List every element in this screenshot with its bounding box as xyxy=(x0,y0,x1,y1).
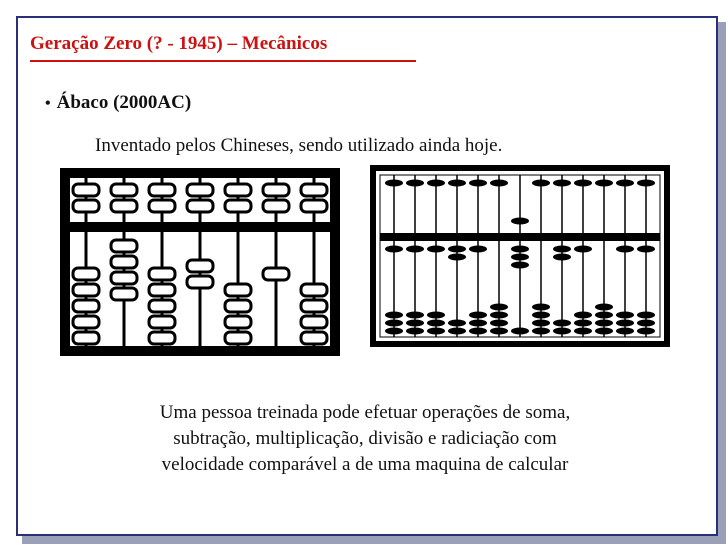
bead xyxy=(553,328,571,335)
bead xyxy=(469,312,487,319)
bead xyxy=(263,200,289,212)
bead xyxy=(73,300,99,312)
bead xyxy=(595,312,613,319)
bead xyxy=(225,300,251,312)
bead xyxy=(263,184,289,196)
bead xyxy=(511,254,529,261)
bead xyxy=(385,328,403,335)
bead xyxy=(448,254,466,261)
bead xyxy=(616,328,634,335)
bead xyxy=(637,246,655,253)
bead xyxy=(637,180,655,187)
bead xyxy=(427,328,445,335)
bead xyxy=(73,284,99,296)
bead xyxy=(73,268,99,280)
bead xyxy=(187,276,213,288)
bead xyxy=(532,320,550,327)
bead xyxy=(149,200,175,212)
bead xyxy=(225,332,251,344)
bullet-item xyxy=(45,92,191,114)
bead xyxy=(616,180,634,187)
bead xyxy=(616,246,634,253)
bead xyxy=(187,200,213,212)
paragraph-line: subtração, multiplicação, divisão e radiciação com xyxy=(173,428,557,449)
bead xyxy=(406,320,424,327)
abacus-line-drawing-image xyxy=(370,165,670,347)
bead xyxy=(616,320,634,327)
bead xyxy=(490,312,508,319)
bead xyxy=(532,304,550,311)
bead xyxy=(385,312,403,319)
bead xyxy=(574,320,592,327)
bead xyxy=(448,246,466,253)
bead xyxy=(511,262,529,269)
bead xyxy=(111,200,137,212)
bead xyxy=(301,184,327,196)
bead xyxy=(469,180,487,187)
bead xyxy=(225,184,251,196)
bead xyxy=(574,246,592,253)
bead xyxy=(595,328,613,335)
bead xyxy=(637,312,655,319)
bead xyxy=(149,268,175,280)
bead xyxy=(553,246,571,253)
bullet-icon: • xyxy=(45,95,51,112)
bead xyxy=(385,320,403,327)
bead xyxy=(187,184,213,196)
bead xyxy=(406,246,424,253)
bead xyxy=(490,304,508,311)
bead xyxy=(469,246,487,253)
chinese-abacus-image xyxy=(60,168,340,356)
bead xyxy=(490,180,508,187)
bead xyxy=(616,312,634,319)
bead xyxy=(149,332,175,344)
bead xyxy=(73,184,99,196)
description-paragraph xyxy=(60,400,670,478)
bead xyxy=(595,320,613,327)
bead xyxy=(111,272,137,284)
bead xyxy=(406,328,424,335)
bead xyxy=(73,200,99,212)
paragraph-line: Uma pessoa treinada pode efetuar operações de soma, xyxy=(159,402,571,423)
bead xyxy=(574,328,592,335)
slide-title: Geração Zero (? - 1945) – Mecânicos xyxy=(30,33,328,54)
bead xyxy=(111,256,137,268)
bead xyxy=(149,284,175,296)
bead xyxy=(532,328,550,335)
paragraph-line: velocidade comparável a de uma maquina de calcular xyxy=(161,454,569,475)
bead xyxy=(111,288,137,300)
bead xyxy=(301,316,327,328)
bead xyxy=(406,180,424,187)
bead xyxy=(595,304,613,311)
bead xyxy=(448,320,466,327)
bead xyxy=(553,320,571,327)
bead xyxy=(574,180,592,187)
bead xyxy=(637,320,655,327)
bead xyxy=(73,332,99,344)
bead xyxy=(511,246,529,253)
bead xyxy=(490,320,508,327)
bead xyxy=(448,328,466,335)
bead xyxy=(225,200,251,212)
bead xyxy=(637,328,655,335)
bullet-description: Inventado pelos Chineses, sendo utilizado ainda hoje. xyxy=(95,135,503,156)
bead xyxy=(595,180,613,187)
title-underline xyxy=(30,60,416,62)
bead xyxy=(301,332,327,344)
bead xyxy=(448,180,466,187)
bead xyxy=(301,200,327,212)
bead xyxy=(469,320,487,327)
bead xyxy=(511,328,529,335)
bead xyxy=(149,316,175,328)
bead xyxy=(385,180,403,187)
bead xyxy=(469,328,487,335)
bead xyxy=(149,184,175,196)
bead xyxy=(427,320,445,327)
bead xyxy=(574,312,592,319)
bead xyxy=(532,312,550,319)
bead xyxy=(427,312,445,319)
bead xyxy=(490,328,508,335)
bead xyxy=(225,316,251,328)
bullet-label: Ábaco (2000AC) xyxy=(56,92,192,113)
bead xyxy=(553,254,571,261)
bead xyxy=(225,284,251,296)
bead xyxy=(406,312,424,319)
bead xyxy=(263,268,289,280)
bead xyxy=(511,218,529,225)
bead xyxy=(427,180,445,187)
bead xyxy=(149,300,175,312)
bead xyxy=(111,184,137,196)
bead xyxy=(301,284,327,296)
bead xyxy=(553,180,571,187)
bead xyxy=(73,316,99,328)
bead xyxy=(532,180,550,187)
bead xyxy=(187,260,213,272)
bead xyxy=(301,300,327,312)
bead xyxy=(385,246,403,253)
bead xyxy=(427,246,445,253)
bead xyxy=(111,240,137,252)
